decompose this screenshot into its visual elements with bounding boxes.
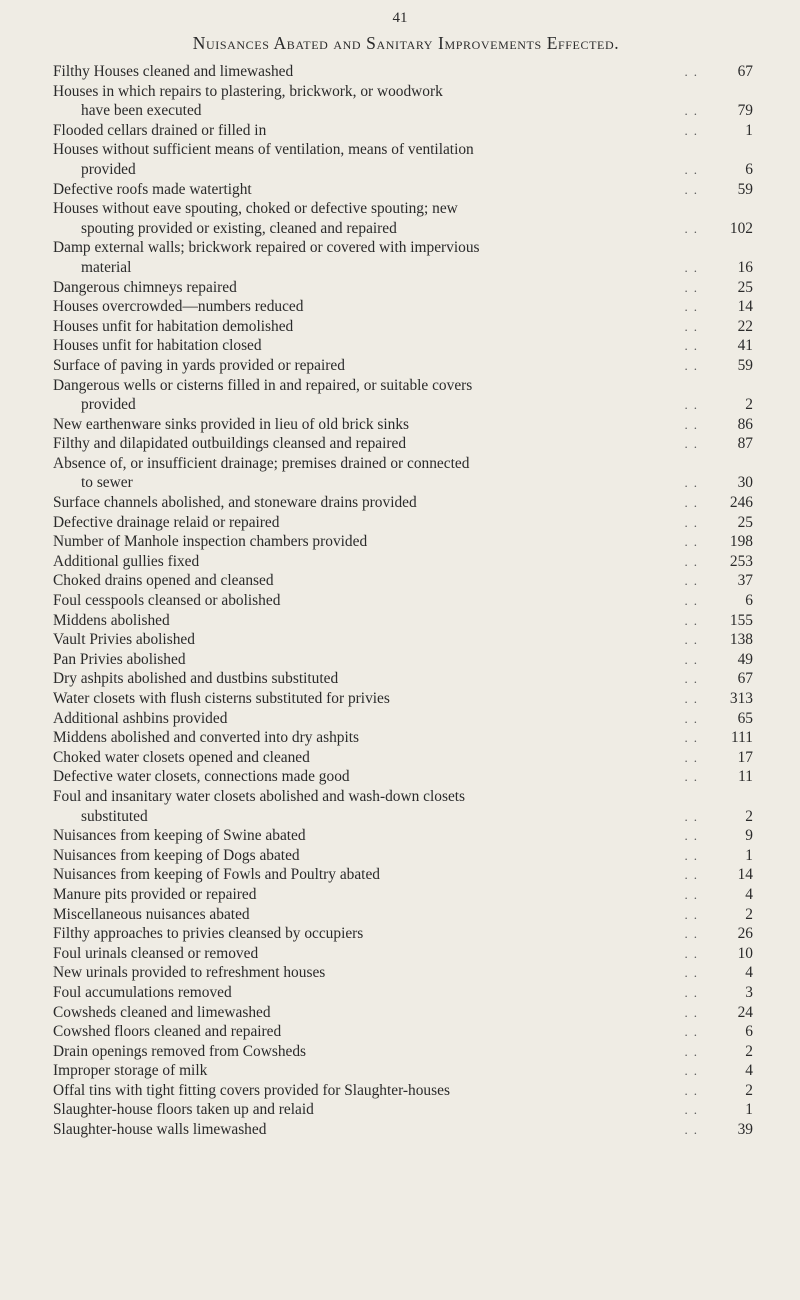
entry-label	[53, 62, 703, 82]
leader-dots: ..	[684, 945, 703, 961]
entry-value: 67	[737, 63, 753, 80]
entry-label	[53, 513, 703, 533]
entry-label-line: Miscellaneous nuisances abated	[53, 905, 250, 923]
entry-value: 155	[729, 611, 753, 629]
leader-dots: ..	[684, 1082, 703, 1098]
entry-label-line: Surface channels abolished, and stoneware drains provided	[53, 494, 417, 512]
list-item	[53, 885, 753, 905]
entry-label-line: Manure pits provided or repaired	[53, 885, 257, 903]
entry-label	[53, 493, 703, 513]
entry-label	[53, 82, 703, 121]
leader-dots: ..	[684, 338, 703, 354]
entry-label-line: Defective drainage relaid or repaired	[53, 513, 280, 531]
entry-label	[53, 748, 703, 768]
entry-label-line: Nuisances from keeping of Dogs abated	[53, 846, 300, 864]
entry-label-line: Offal tins with tight fitting covers provided for Slaughter-houses	[53, 1081, 450, 1099]
entry-label-line: Cowshed floors cleaned and repaired	[53, 1023, 282, 1041]
entry-label	[53, 238, 703, 277]
entry-value: 313	[729, 690, 753, 707]
entry-label-line: Foul and insanitary water closets abolished and wash-down closets	[53, 787, 466, 805]
entry-value: 6	[745, 592, 753, 610]
entry-label-line: Dangerous wells or cisterns filled in and repaired, or suitable covers	[53, 376, 473, 394]
entry-value: 41	[737, 337, 753, 355]
entry-label-line: to sewer	[81, 474, 133, 492]
leader-dots: ..	[684, 926, 703, 942]
list-item	[53, 552, 753, 572]
entry-value: 198	[729, 533, 753, 551]
leader-dots: ..	[684, 886, 703, 902]
entry-value: 2	[745, 1042, 753, 1060]
entry-label-line: Foul cesspools cleansed or abolished	[53, 592, 281, 610]
entry-value: 1	[745, 121, 753, 139]
list-item	[53, 1100, 753, 1120]
list-item	[53, 62, 753, 82]
leader-dots: ..	[684, 318, 703, 334]
entry-label-line: have been executed	[81, 102, 202, 120]
entry-label	[53, 434, 703, 454]
leader-dots: ..	[684, 1043, 703, 1059]
entry-label-line: Nuisances from keeping of Fowls and Poultry abated	[53, 866, 380, 884]
leader-dots: ..	[684, 632, 703, 648]
list-item	[53, 199, 753, 238]
entry-value: 11	[738, 768, 753, 786]
entry-value: 102	[729, 219, 753, 237]
list-item	[53, 513, 753, 533]
leader-dots: ..	[684, 103, 703, 119]
leader-dots: ..	[684, 769, 703, 785]
list-item	[53, 1022, 753, 1042]
entry-value: 86	[737, 415, 753, 433]
leader-dots: ..	[684, 612, 703, 628]
entry-label	[53, 591, 703, 611]
list-item	[53, 1081, 753, 1101]
leader-dots: ..	[684, 749, 703, 765]
entry-label	[53, 415, 703, 435]
leader-dots: ..	[684, 122, 703, 138]
entry-label-line: Cowsheds cleaned and limewashed	[53, 1003, 271, 1021]
entry-label-line: Houses unfit for habitation closed	[53, 337, 262, 355]
entry-label-line: spouting provided or existing, cleaned and repaired	[81, 219, 397, 237]
entry-value: 2	[745, 905, 753, 923]
entry-value: 2	[745, 807, 753, 825]
leader-dots: ..	[684, 710, 703, 726]
leader-dots: ..	[684, 357, 703, 373]
leader-dots: ..	[684, 730, 703, 746]
entry-label	[53, 317, 703, 337]
entry-label-line: Choked drains opened and cleansed	[53, 572, 274, 590]
entry-label-line: provided	[81, 396, 136, 414]
leader-dots: ..	[684, 436, 703, 452]
list-item	[53, 532, 753, 552]
entry-label-line: Houses without eave spouting, choked or defective spouting; new	[53, 200, 458, 218]
entry-label	[53, 180, 703, 200]
entry-value: 2	[745, 396, 753, 414]
entry-label-line: Filthy approaches to privies cleansed by occupiers	[53, 925, 364, 943]
entry-value: 49	[737, 650, 753, 668]
entry-value: 1	[745, 1101, 753, 1119]
list-item	[53, 297, 753, 317]
entry-label-line: material	[81, 258, 132, 276]
entry-label	[53, 1100, 703, 1120]
entry-value: 3	[745, 983, 753, 1001]
entry-label-line: Slaughter-house floors taken up and relaid	[53, 1101, 314, 1119]
leader-dots: ..	[684, 181, 703, 197]
list-item	[53, 180, 753, 200]
leader-dots: ..	[684, 1122, 703, 1138]
list-item	[53, 630, 753, 650]
entry-value: 22	[737, 317, 753, 335]
leader-dots: ..	[684, 847, 703, 863]
page-heading: Nuisances Abated and Sanitary Improvements Effected.	[192, 33, 620, 53]
entry-label	[53, 1120, 703, 1140]
leader-dots: ..	[684, 808, 703, 824]
entry-label	[53, 532, 703, 552]
list-item	[53, 846, 753, 866]
entry-label-line: Dry ashpits abolished and dustbins substituted	[53, 670, 339, 688]
entry-label	[53, 1022, 703, 1042]
leader-dots: ..	[684, 984, 703, 1000]
list-item	[53, 924, 753, 944]
entry-label	[53, 1081, 703, 1101]
entry-label	[53, 1042, 703, 1062]
entry-label-line: Surface of paving in yards provided or repaired	[53, 356, 345, 374]
entry-value: 10	[737, 944, 753, 962]
leader-dots: ..	[684, 514, 703, 530]
list-item	[53, 1061, 753, 1081]
entry-label-line: Foul accumulations removed	[53, 983, 232, 1001]
leader-dots: ..	[684, 651, 703, 667]
entry-label	[53, 278, 703, 298]
list-item	[53, 356, 753, 376]
list-item	[53, 611, 753, 631]
list-item	[53, 1120, 753, 1140]
leader-dots: ..	[684, 279, 703, 295]
entry-label	[53, 728, 703, 748]
entry-label	[53, 689, 703, 709]
list-item	[53, 376, 753, 415]
entry-label-line: Slaughter-house walls limewashed	[53, 1121, 267, 1139]
entry-label	[53, 669, 703, 689]
entry-value: 25	[737, 513, 753, 531]
entry-label	[53, 1061, 703, 1081]
entry-value: 6	[745, 1023, 753, 1041]
list-item	[53, 709, 753, 729]
entry-label	[53, 552, 703, 572]
list-item	[53, 238, 753, 277]
leader-dots: ..	[684, 573, 703, 589]
entry-value: 87	[737, 435, 753, 453]
entry-value: 59	[737, 180, 753, 198]
entry-value: 79	[737, 102, 753, 120]
leader-dots: ..	[684, 1024, 703, 1040]
entry-value: 30	[737, 474, 753, 492]
entry-label	[53, 767, 703, 787]
entry-label	[53, 1003, 703, 1023]
entry-label-line: Absence of, or insufficient drainage; premises drained or connected	[53, 454, 470, 472]
entry-label	[53, 924, 703, 944]
entry-value: 2	[745, 1081, 753, 1099]
entry-label-line: Foul urinals cleansed or removed	[53, 944, 259, 962]
list-item	[53, 415, 753, 435]
leader-dots: ..	[684, 220, 703, 236]
entry-value: 65	[737, 709, 753, 727]
entry-label-line: Defective roofs made watertight	[53, 180, 252, 198]
entry-label-line: Houses in which repairs to plastering, brickwork, or woodwork	[53, 82, 443, 100]
entry-value: 16	[737, 258, 753, 276]
list-item	[53, 865, 753, 885]
list-item	[53, 82, 753, 121]
leader-dots: ..	[684, 475, 703, 491]
list-item	[53, 591, 753, 611]
list-item	[53, 748, 753, 768]
entry-label-line: Pan Privies abolished	[53, 650, 186, 668]
entry-label	[53, 571, 703, 591]
entry-value: 111	[731, 729, 753, 747]
leader-dots: ..	[684, 64, 703, 79]
leader-dots: ..	[684, 691, 703, 706]
leader-dots: ..	[684, 1102, 703, 1118]
entry-value: 14	[737, 298, 753, 316]
entry-label-line: provided	[81, 160, 136, 178]
leader-dots: ..	[684, 1004, 703, 1020]
entry-value: 9	[745, 827, 753, 845]
entry-value: 67	[737, 670, 753, 688]
entry-label-line: Choked water closets opened and cleaned	[53, 748, 310, 766]
page-number: 41	[392, 10, 408, 26]
leader-dots: ..	[684, 299, 703, 315]
entry-label-line: Houses unfit for habitation demolished	[53, 317, 294, 335]
entry-label-line: Middens abolished and converted into dry ashpits	[53, 729, 360, 747]
leader-dots: ..	[684, 593, 703, 609]
leader-dots: ..	[684, 495, 703, 511]
entry-value: 4	[745, 964, 753, 982]
entry-label-line: Additional ashbins provided	[53, 709, 228, 727]
list-item	[53, 1042, 753, 1062]
entry-label	[53, 121, 703, 141]
leader-dots: ..	[684, 416, 703, 432]
entry-label-line: Houses overcrowded—numbers reduced	[53, 298, 304, 316]
entry-label	[53, 650, 703, 670]
list-item	[53, 317, 753, 337]
list-item	[53, 650, 753, 670]
entry-value: 14	[737, 866, 753, 884]
entry-value: 37	[737, 572, 753, 590]
entry-value: 4	[745, 1062, 753, 1080]
list-item	[53, 336, 753, 356]
entry-label-line: New urinals provided to refreshment houses	[53, 964, 326, 982]
list-item	[53, 689, 753, 709]
entry-label-line: Drain openings removed from Cowsheds	[53, 1042, 307, 1060]
leader-dots: ..	[684, 553, 703, 569]
entry-label-line: Filthy Houses cleaned and limewashed	[53, 63, 294, 80]
leader-dots: ..	[684, 828, 703, 844]
entry-value: 1	[745, 846, 753, 864]
entry-label-line: Additional gullies fixed	[53, 552, 200, 570]
entry-label-line: Water closets with flush cisterns substituted for privies	[53, 690, 390, 707]
leader-dots: ..	[684, 965, 703, 981]
entry-value: 17	[737, 748, 753, 766]
leader-dots: ..	[684, 161, 703, 177]
entry-label	[53, 846, 703, 866]
entry-label	[53, 336, 703, 356]
entry-label-line: Filthy and dilapidated outbuildings cleansed and repaired	[53, 435, 407, 453]
entry-value: 138	[729, 631, 753, 649]
list-item	[53, 434, 753, 454]
list-item	[53, 278, 753, 298]
entry-label	[53, 944, 703, 964]
leader-dots: ..	[684, 867, 703, 883]
leader-dots: ..	[684, 259, 703, 275]
entry-label	[53, 140, 703, 179]
entry-label-line: Improper storage of milk	[53, 1062, 208, 1080]
entry-label	[53, 199, 703, 238]
leader-dots: ..	[684, 534, 703, 550]
entry-label	[53, 376, 703, 415]
entry-label-line: Nuisances from keeping of Swine abated	[53, 827, 306, 845]
entry-label-line: New earthenware sinks provided in lieu of old brick sinks	[53, 415, 410, 433]
leader-dots: ..	[684, 1063, 703, 1079]
entry-label-line: Number of Manhole inspection chambers provided	[53, 533, 368, 551]
entry-label	[53, 630, 703, 650]
entry-label	[53, 983, 703, 1003]
entry-label	[53, 454, 703, 493]
entry-label-line: Middens abolished	[53, 611, 170, 629]
entry-value: 24	[737, 1003, 753, 1021]
entry-label	[53, 826, 703, 846]
entry-value: 6	[745, 160, 753, 178]
entry-label-line: Flooded cellars drained or filled in	[53, 121, 267, 139]
entry-value: 26	[737, 925, 753, 943]
entry-label	[53, 709, 703, 729]
entry-label-line: Defective water closets, connections made good	[53, 768, 350, 786]
list-item	[53, 493, 753, 513]
entry-label	[53, 787, 703, 826]
entry-label	[53, 885, 703, 905]
entry-value: 39	[737, 1121, 753, 1139]
entry-label	[53, 905, 703, 925]
entry-label	[53, 297, 703, 317]
leader-dots: ..	[684, 906, 703, 922]
entry-value: 253	[729, 552, 753, 570]
entry-label-line: Dangerous chimneys repaired	[53, 278, 237, 296]
list-item	[53, 121, 753, 141]
list-item	[53, 454, 753, 493]
entry-value: 4	[745, 885, 753, 903]
leader-dots: ..	[684, 397, 703, 413]
entry-value: 25	[737, 278, 753, 296]
list-item	[53, 669, 753, 689]
entry-label-line: substituted	[81, 807, 148, 825]
list-item	[53, 963, 753, 983]
list-item	[53, 983, 753, 1003]
list-item	[53, 140, 753, 179]
list-item	[53, 571, 753, 591]
entry-label	[53, 963, 703, 983]
entry-label	[53, 356, 703, 376]
entry-label	[53, 865, 703, 885]
list-item	[53, 787, 753, 826]
nuisance-list	[53, 62, 753, 1140]
entry-label-line: Damp external walls; brickwork repaired or covered with impervious	[53, 239, 480, 257]
list-item	[53, 826, 753, 846]
list-item	[53, 728, 753, 748]
entry-label-line: Houses without sufficient means of ventilation, means of ventilation	[53, 141, 474, 159]
leader-dots: ..	[684, 671, 703, 687]
entry-label	[53, 611, 703, 631]
list-item	[53, 767, 753, 787]
entry-value: 246	[729, 494, 753, 512]
list-item	[53, 905, 753, 925]
entry-label-line: Vault Privies abolished	[53, 631, 195, 649]
entry-value: 59	[737, 356, 753, 374]
list-item	[53, 944, 753, 964]
list-item	[53, 1003, 753, 1023]
